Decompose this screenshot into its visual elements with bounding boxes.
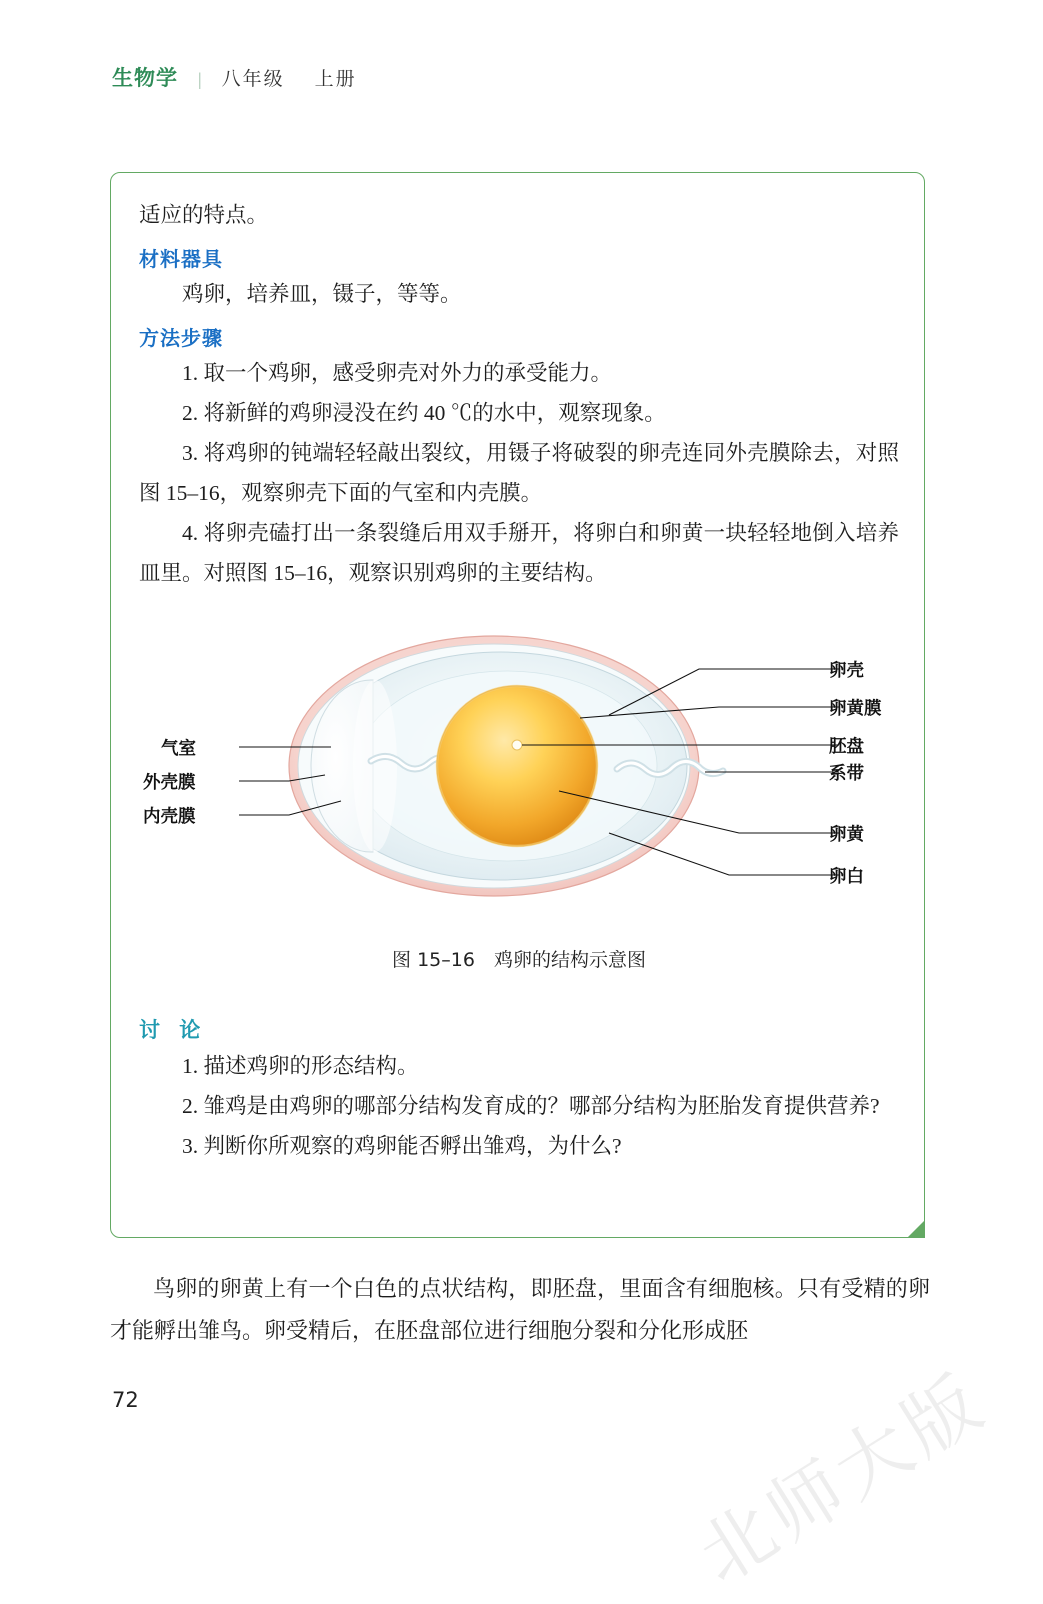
label-yolk-membrane: 卵黄膜 <box>829 699 882 719</box>
label-yolk: 卵黄 <box>829 825 864 845</box>
label-blastodisc: 胚盘 <box>829 737 864 757</box>
box-corner-fold-inner <box>911 1206 924 1219</box>
blastodisc-shape <box>512 740 522 750</box>
discussion-section <box>139 1014 899 1166</box>
discussion-question-2: 2. 雏鸡是由鸡卵的哪部分结构发育成的？哪部分结构为胚胎发育提供营养? <box>182 1094 880 1118</box>
discussion-heading: 讨 论 <box>139 1018 207 1042</box>
discussion-question-3: 3. 判断你所观察的鸡卵能否孵出雏鸡，为什么? <box>182 1134 622 1158</box>
activity-content <box>139 195 899 1166</box>
method-step-1: 1. 取一个鸡卵，感受卵壳对外力的承受能力。 <box>182 361 613 385</box>
method-step-3: 3. 将鸡卵的钝端轻轻敲出裂纹，用镊子将破裂的卵壳连同外壳膜除去，对照图 15–16，观察卵壳下面的气室和内壳膜。 <box>139 441 899 505</box>
intro-line: 适应的特点。 <box>139 203 269 227</box>
header-volume: 上册 <box>314 68 357 90</box>
activity-box <box>110 172 925 1238</box>
page-number: 72 <box>112 1388 139 1412</box>
page-header <box>112 62 357 92</box>
watermark: 北师大版 <box>683 1357 1001 1601</box>
egg-air-chamber-edge <box>353 680 397 852</box>
discussion-question-1: 1. 描述鸡卵的形态结构。 <box>182 1054 419 1078</box>
label-albumen: 卵白 <box>829 867 864 887</box>
materials-text: 鸡卵，培养皿，镊子，等等。 <box>182 282 462 306</box>
method-heading: 方法步骤 <box>139 326 223 350</box>
box-corner-fold <box>907 1220 925 1238</box>
body-paragraph: 鸟卵的卵黄上有一个白色的点状结构，即胚盘，里面含有细胞核。只有受精的卵才能孵出雏鸟。卵受精后，在胚盘部位进行细胞分裂和分化形成胚 <box>110 1276 930 1343</box>
materials-heading: 材料器具 <box>139 247 223 271</box>
header-separator: | <box>198 69 202 89</box>
label-shell: 卵壳 <box>829 661 864 681</box>
egg-structure-figure <box>139 611 899 941</box>
method-step-4: 4. 将卵壳磕打出一条裂缝后用双手掰开，将卵白和卵黄一块轻轻地倒入培养皿里。对照图 15–16，观察识别鸡卵的主要结构。 <box>139 521 899 585</box>
method-step-2: 2. 将新鲜的鸡卵浸没在约 40 ℃的水中，观察现象。 <box>182 401 666 425</box>
egg-diagram-svg <box>139 611 899 931</box>
label-chalaza: 系带 <box>829 764 864 784</box>
header-subject: 生物学 <box>112 66 178 90</box>
header-grade: 八年级 <box>221 68 285 90</box>
label-inner-shell-membrane: 内壳膜 <box>143 807 196 827</box>
label-air-chamber: 气室 <box>161 739 196 759</box>
label-outer-shell-membrane: 外壳膜 <box>143 773 196 793</box>
figure-caption: 图 15–16 鸡卵的结构示意图 <box>392 949 646 971</box>
